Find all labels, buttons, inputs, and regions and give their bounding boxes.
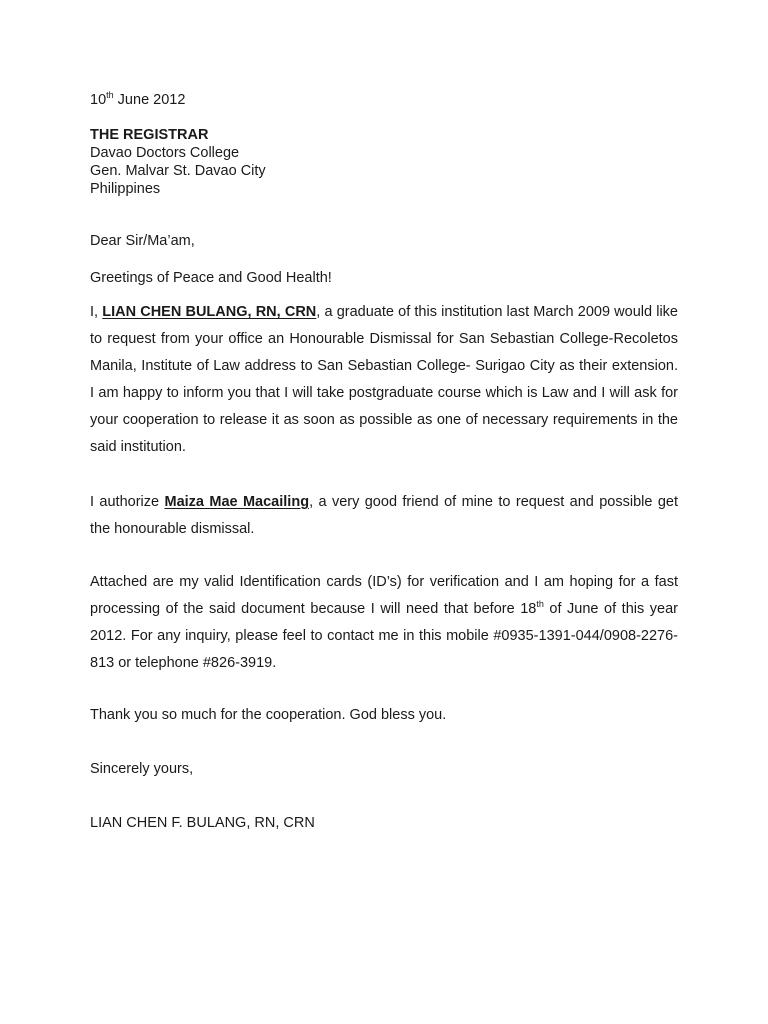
- date-rest: June 2012: [113, 92, 186, 108]
- p1-pre: I,: [90, 304, 103, 320]
- sender-name-highlight: LIAN CHEN BULANG, RN, CRN: [102, 304, 317, 320]
- recipient-line-1: Davao Doctors College: [90, 145, 240, 161]
- authorized-person-highlight: Maiza Mae Macailing: [164, 494, 310, 510]
- p3-pre: Attached are my valid Identification cards (ID’s) for verification and I am hoping for a fast processing of the said document because I will need that before 18: [90, 574, 678, 617]
- p2-rest: , a very good friend of mine to request and possible get the honourable dismissal.: [90, 494, 678, 537]
- paragraph-request: [90, 299, 678, 461]
- p2-pre: I authorize: [90, 494, 165, 510]
- p3-rest: of June of this year 2012. For any inquiry, please feel to contact me in this mobile #0935-1391-044/0908-2276-813 or telephone #826-3919.: [90, 601, 678, 671]
- recipient-line-3: Philippines: [90, 181, 161, 197]
- salutation: Dear Sir/Ma’am,: [90, 233, 195, 249]
- recipient-title: THE REGISTRAR: [90, 127, 209, 143]
- thanks-line: Thank you so much for the cooperation. God bless you.: [90, 707, 447, 723]
- greeting: Greetings of Peace and Good Health!: [90, 270, 332, 286]
- recipient-line-2: Gen. Malvar St. Davao City: [90, 163, 266, 179]
- date-day: 10: [90, 92, 107, 108]
- p1-rest: , a graduate of this institution last March 2009 would like to request from your office an Honourable Dismissal for San Sebastian College-Recoletos Manila, Institute of Law address to San Sebastian College- Surigao City as their extension. I am happy to inform you that I will take postgraduate course which is Law and I will ask for your cooperation to release it as soon as possible as one of necessary requirements in the said institution.: [90, 304, 678, 455]
- paragraph-attachments: [90, 569, 678, 677]
- signer-name: LIAN CHEN F. BULANG, RN, CRN: [90, 815, 315, 831]
- closing-line: Sincerely yours,: [90, 761, 194, 777]
- p3-sup: th: [536, 599, 544, 609]
- letter-date: [90, 92, 185, 108]
- recipient-address: [90, 126, 678, 198]
- date-suffix: th: [106, 90, 114, 100]
- paragraph-authorization: [90, 489, 678, 543]
